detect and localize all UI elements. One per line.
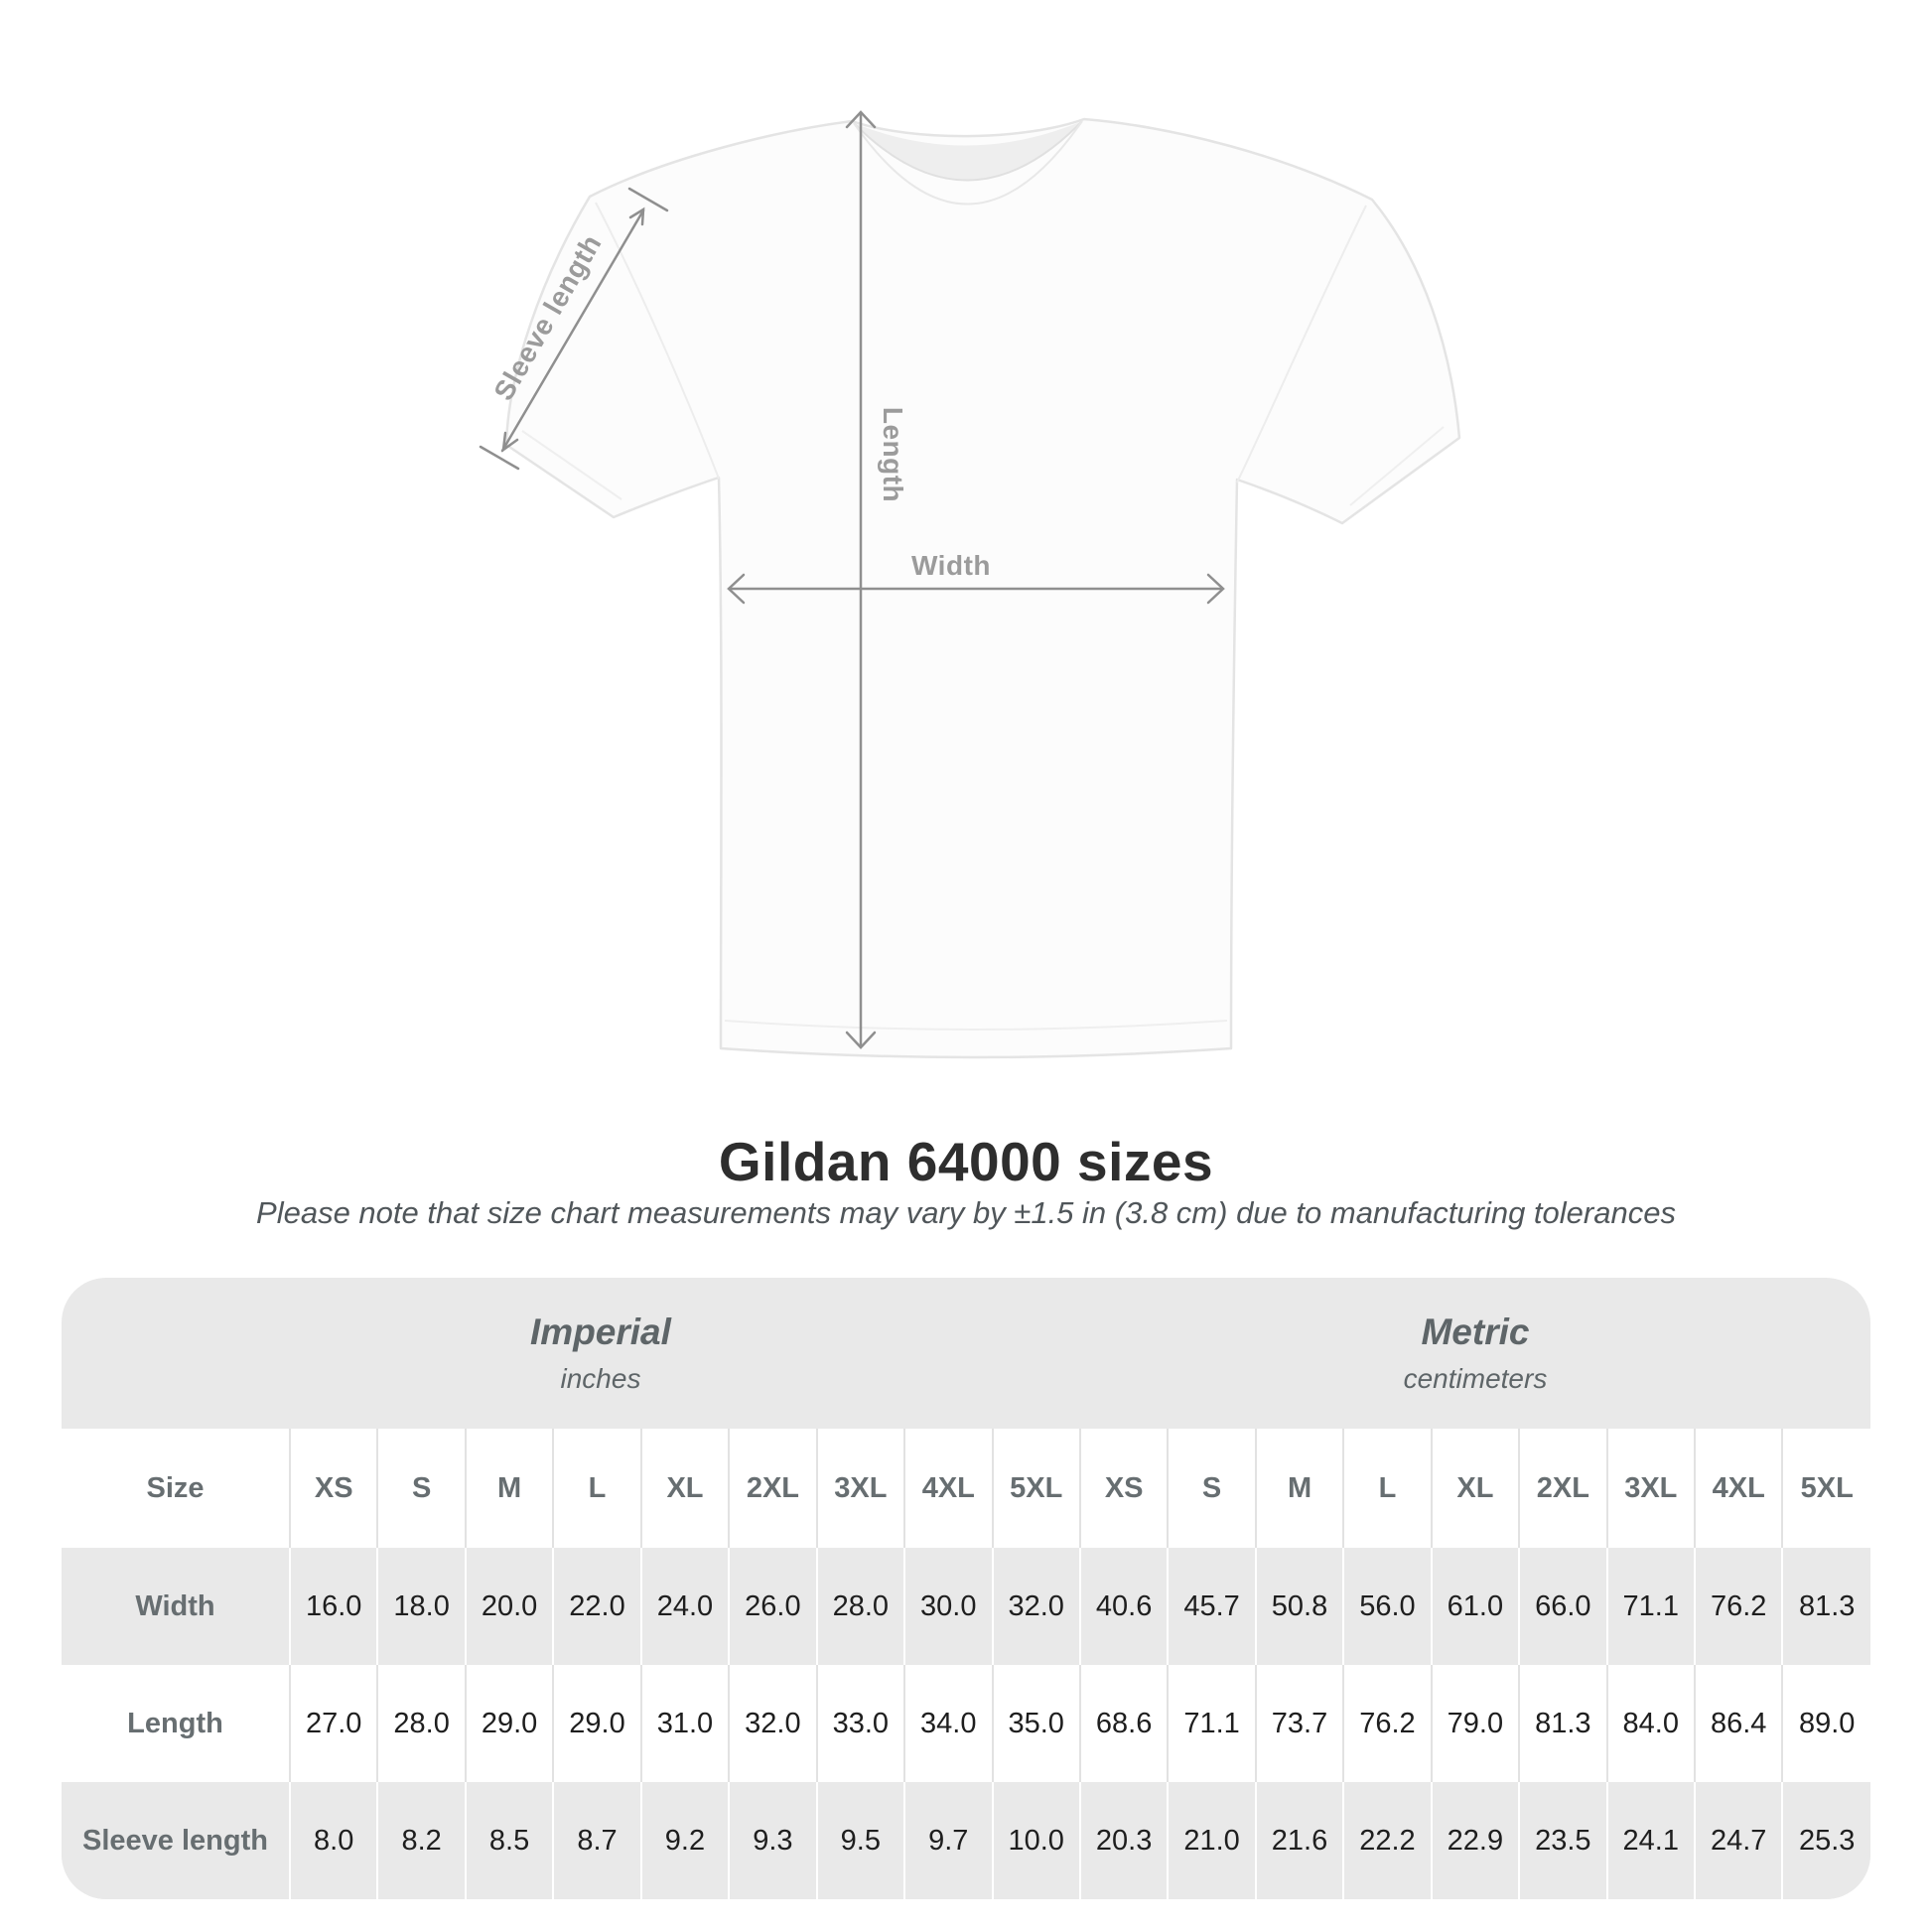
size-table <box>62 1278 1870 1899</box>
value-cell: 76.2 <box>1343 1665 1431 1782</box>
value-cell: 8.2 <box>377 1782 465 1899</box>
unit-group-header <box>1080 1278 1870 1429</box>
value-cell: 9.7 <box>904 1782 992 1899</box>
size-header-metric-3xl: 3XL <box>1607 1429 1695 1548</box>
value-cell: 9.3 <box>729 1782 816 1899</box>
value-cell: 45.7 <box>1168 1548 1255 1665</box>
value-cell: 84.0 <box>1607 1665 1695 1782</box>
size-header-imperial-xl: XL <box>641 1429 729 1548</box>
value-cell: 61.0 <box>1432 1548 1519 1665</box>
value-cell: 71.1 <box>1607 1548 1695 1665</box>
size-header-imperial-l: L <box>553 1429 640 1548</box>
value-cell: 73.7 <box>1256 1665 1343 1782</box>
value-cell: 35.0 <box>993 1665 1080 1782</box>
value-cell: 32.0 <box>993 1548 1080 1665</box>
size-header-metric-5xl: 5XL <box>1782 1429 1870 1548</box>
unit-group-label: Imperial <box>530 1311 671 1352</box>
value-cell: 21.0 <box>1168 1782 1255 1899</box>
value-cell: 20.0 <box>466 1548 553 1665</box>
value-cell: 81.3 <box>1519 1665 1606 1782</box>
table-body <box>62 1548 1870 1899</box>
size-header-row <box>62 1429 1870 1548</box>
unit-header-row <box>62 1278 1870 1429</box>
value-cell: 76.2 <box>1695 1548 1782 1665</box>
value-cell: 26.0 <box>729 1548 816 1665</box>
value-cell: 79.0 <box>1432 1665 1519 1782</box>
size-header-metric-m: M <box>1256 1429 1343 1548</box>
value-cell: 8.7 <box>553 1782 640 1899</box>
size-header-imperial-2xl: 2XL <box>729 1429 816 1548</box>
size-header-metric-2xl: 2XL <box>1519 1429 1606 1548</box>
value-cell: 81.3 <box>1782 1548 1870 1665</box>
value-cell: 22.0 <box>553 1548 640 1665</box>
sleeve-length-label: Sleeve length <box>487 229 608 406</box>
size-header-metric-s: S <box>1168 1429 1255 1548</box>
size-table-card <box>62 1278 1870 1899</box>
size-header-imperial-s: S <box>377 1429 465 1548</box>
size-column-header: Size <box>146 1471 205 1504</box>
value-cell: 30.0 <box>904 1548 992 1665</box>
value-cell: 9.5 <box>817 1782 904 1899</box>
value-cell: 24.0 <box>641 1548 729 1665</box>
row-label: Sleeve length <box>82 1824 268 1857</box>
value-cell: 40.6 <box>1080 1548 1168 1665</box>
value-cell: 8.5 <box>466 1782 553 1899</box>
unit-group-sublabel: inches <box>560 1363 641 1394</box>
value-cell: 18.0 <box>377 1548 465 1665</box>
value-cell: 24.1 <box>1607 1782 1695 1899</box>
value-cell: 29.0 <box>553 1665 640 1782</box>
value-cell: 16.0 <box>290 1548 377 1665</box>
size-header-metric-xl: XL <box>1432 1429 1519 1548</box>
size-header-metric-xs: XS <box>1080 1429 1168 1548</box>
value-cell: 86.4 <box>1695 1665 1782 1782</box>
size-header-metric-l: L <box>1343 1429 1431 1548</box>
value-cell: 9.2 <box>641 1782 729 1899</box>
value-cell: 50.8 <box>1256 1548 1343 1665</box>
value-cell: 10.0 <box>993 1782 1080 1899</box>
size-header-metric-4xl: 4XL <box>1695 1429 1782 1548</box>
size-header-imperial-xs: XS <box>290 1429 377 1548</box>
tolerance-note: Please note that size chart measurements may vary by ±1.5 in (3.8 cm) due to manufacturing tolerances <box>256 1195 1676 1230</box>
value-cell: 89.0 <box>1782 1665 1870 1782</box>
value-cell: 27.0 <box>290 1665 377 1782</box>
value-cell: 32.0 <box>729 1665 816 1782</box>
value-cell: 56.0 <box>1343 1548 1431 1665</box>
value-cell: 21.6 <box>1256 1782 1343 1899</box>
table-row <box>62 1782 1870 1899</box>
value-cell: 22.2 <box>1343 1782 1431 1899</box>
value-cell: 33.0 <box>817 1665 904 1782</box>
size-header-imperial-4xl: 4XL <box>904 1429 992 1548</box>
value-cell: 28.0 <box>817 1548 904 1665</box>
width-label: Width <box>911 550 991 581</box>
page-title: Gildan 64000 sizes <box>718 1131 1214 1192</box>
size-header-imperial-5xl: 5XL <box>993 1429 1080 1548</box>
unit-group-header <box>62 1278 1080 1429</box>
value-cell: 20.3 <box>1080 1782 1168 1899</box>
table-row <box>62 1548 1870 1665</box>
table-row <box>62 1665 1870 1782</box>
table-head <box>62 1278 1870 1548</box>
size-header-imperial-m: M <box>466 1429 553 1548</box>
value-cell: 31.0 <box>641 1665 729 1782</box>
row-label: Length <box>127 1707 223 1739</box>
value-cell: 66.0 <box>1519 1548 1606 1665</box>
value-cell: 29.0 <box>466 1665 553 1782</box>
value-cell: 71.1 <box>1168 1665 1255 1782</box>
value-cell: 22.9 <box>1432 1782 1519 1899</box>
size-header-imperial-3xl: 3XL <box>817 1429 904 1548</box>
length-label: Length <box>878 406 908 503</box>
value-cell: 28.0 <box>377 1665 465 1782</box>
row-label: Width <box>135 1589 215 1622</box>
unit-group-sublabel: centimeters <box>1403 1363 1548 1394</box>
value-cell: 24.7 <box>1695 1782 1782 1899</box>
unit-group-label: Metric <box>1421 1311 1530 1352</box>
value-cell: 25.3 <box>1782 1782 1870 1899</box>
value-cell: 34.0 <box>904 1665 992 1782</box>
value-cell: 8.0 <box>290 1782 377 1899</box>
value-cell: 68.6 <box>1080 1665 1168 1782</box>
value-cell: 23.5 <box>1519 1782 1606 1899</box>
